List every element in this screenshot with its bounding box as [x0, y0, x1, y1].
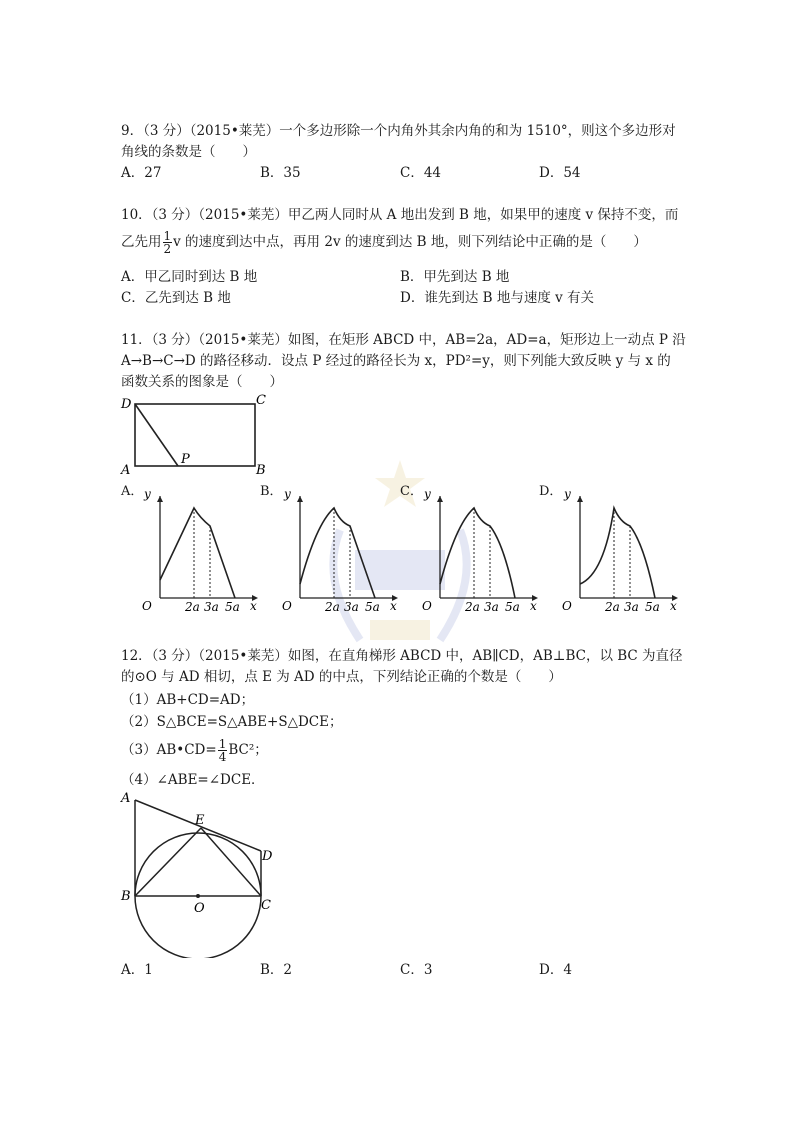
q11-graph-label-c: C．	[400, 484, 423, 499]
x-axis-label: x	[250, 599, 257, 613]
q12-statement-4: （4）∠ABE=∠DCE．	[121, 772, 265, 788]
q11-graph-label-a: A．	[121, 484, 144, 499]
q10-fraction	[163, 230, 173, 255]
segment-dp	[135, 404, 178, 466]
label-a: A	[121, 463, 131, 475]
q12-trapezoid-figure	[115, 788, 290, 958]
label-c: C	[261, 898, 271, 913]
q12-s3-frac-num: 1	[218, 737, 227, 751]
label-b: B	[121, 889, 131, 904]
q10-frac-num: 1	[163, 229, 172, 243]
q11-line3: 函数关系的图象是（ ）	[121, 374, 283, 390]
origin-label: O	[422, 599, 432, 613]
label-p: P	[181, 452, 190, 467]
y-axis-label: y	[284, 487, 291, 501]
q12-s3-frac-den: 4	[218, 750, 227, 764]
label-d: D	[262, 849, 273, 864]
y-axis-label: y	[424, 487, 431, 501]
q9-option-b: B．35	[260, 165, 301, 181]
tick-label-2a: 2a	[465, 600, 480, 614]
x-axis-label: x	[670, 599, 677, 613]
function-curve	[300, 508, 375, 598]
q9-option-c: C．44	[400, 165, 442, 181]
origin-label: O	[562, 599, 572, 613]
q12-option-a: A．1	[121, 962, 153, 978]
q10-option-d: D．谁先到达 B 地与速度 v 有关	[400, 290, 595, 306]
q11-line1: 11．（3 分）（2015•莱芜）如图，在矩形 ABCD 中，AB=2a，AD=a，矩形边上一动点 P 沿	[121, 332, 686, 348]
function-curve	[160, 508, 235, 598]
tick-label-3a: 3a	[484, 600, 499, 614]
tick-label-5a: 5a	[645, 600, 660, 614]
q10-line2	[121, 230, 647, 255]
y-axis-label: y	[564, 487, 571, 501]
q10-line2-pre: 乙先用	[121, 234, 162, 250]
tick-label-2a: 2a	[325, 600, 340, 614]
q11-rectangle-figure	[115, 390, 275, 475]
tick-label-3a: 3a	[344, 600, 359, 614]
y-axis-arrow	[157, 496, 163, 502]
label-b: B	[256, 463, 266, 475]
q11-line2: A→B→C→D 的路径移动．设点 P 经过的路径长为 x，PD²=y，则下列能大致反映 y 与 x 的	[121, 353, 671, 369]
function-curve	[440, 508, 515, 598]
tick-label-5a: 5a	[225, 600, 240, 614]
q10-option-c: C．乙先到达 B 地	[121, 290, 231, 306]
q11-graph-d	[560, 484, 680, 614]
q9-line1: 9．（3 分）（2015•莱芜）一个多边形除一个内角外其余内角的和为 1510°，则这个多边形对	[121, 123, 676, 139]
q12-statement-3	[121, 738, 268, 763]
q12-option-b: B．2	[260, 962, 293, 978]
x-axis-label: x	[390, 599, 397, 613]
q11-graph-c	[420, 484, 540, 614]
q12-option-d: D．4	[539, 962, 572, 978]
tick-label-2a: 2a	[605, 600, 620, 614]
q12-line1: 12．（3 分）（2015•莱芜）如图，在直角梯形 ABCD 中，AB∥CD，AB⊥BC，以 BC 为直径	[121, 648, 683, 664]
y-axis-arrow	[437, 496, 443, 502]
q11-graph-b	[280, 484, 400, 614]
label-c: C	[256, 393, 266, 408]
label-o: O	[194, 901, 205, 916]
tick-label-5a: 5a	[505, 600, 520, 614]
rect-abcd	[135, 404, 255, 466]
origin-label: O	[142, 599, 152, 613]
q9-option-a: A．27	[121, 165, 162, 181]
y-axis-arrow	[577, 496, 583, 502]
q12-s3-fraction	[218, 738, 228, 763]
q12-option-c: C．3	[400, 962, 433, 978]
label-a: A	[121, 791, 131, 806]
tick-label-3a: 3a	[204, 600, 219, 614]
q10-frac-den: 2	[163, 242, 172, 256]
q12-statement-2: （2）S△BCE=S△ABE+S△DCE；	[121, 714, 343, 730]
q11-graph-label-b: B．	[260, 484, 283, 499]
q10-option-a: A．甲乙同时到达 B 地	[121, 269, 258, 285]
function-curve	[580, 508, 655, 598]
q12-s3-pre: （3）AB•CD=	[121, 742, 217, 758]
y-axis-label: y	[144, 487, 151, 501]
q10-line2-post: v 的速度到达中点，再用 2v 的速度到达 B 地，则下列结论中正确的是（ ）	[173, 234, 647, 250]
x-axis-label: x	[530, 599, 537, 613]
q12-s3-post: BC²；	[228, 742, 268, 758]
q10-line1: 10．（3 分）（2015•莱芜）甲乙两人同时从 A 地出发到 B 地，如果甲的速度 v 保持不变，而	[121, 207, 679, 223]
label-d: D	[121, 397, 132, 412]
tick-label-3a: 3a	[624, 600, 639, 614]
q11-graph-label-d: D．	[539, 484, 563, 499]
label-e: E	[195, 813, 205, 828]
q12-statement-1: （1）AB+CD=AD；	[121, 692, 255, 708]
q11-graph-a	[140, 484, 260, 614]
q9-option-d: D．54	[539, 165, 581, 181]
q12-line2: 的⊙O 与 AD 相切，点 E 为 AD 的中点，下列结论正确的个数是（ ）	[121, 669, 562, 685]
tick-label-5a: 5a	[365, 600, 380, 614]
origin-label: O	[282, 599, 292, 613]
q10-option-b: B．甲先到达 B 地	[400, 269, 510, 285]
tick-label-2a: 2a	[185, 600, 200, 614]
y-axis-arrow	[297, 496, 303, 502]
center-point-o	[196, 894, 200, 898]
q9-line2: 角线的条数是（ ）	[121, 144, 256, 160]
